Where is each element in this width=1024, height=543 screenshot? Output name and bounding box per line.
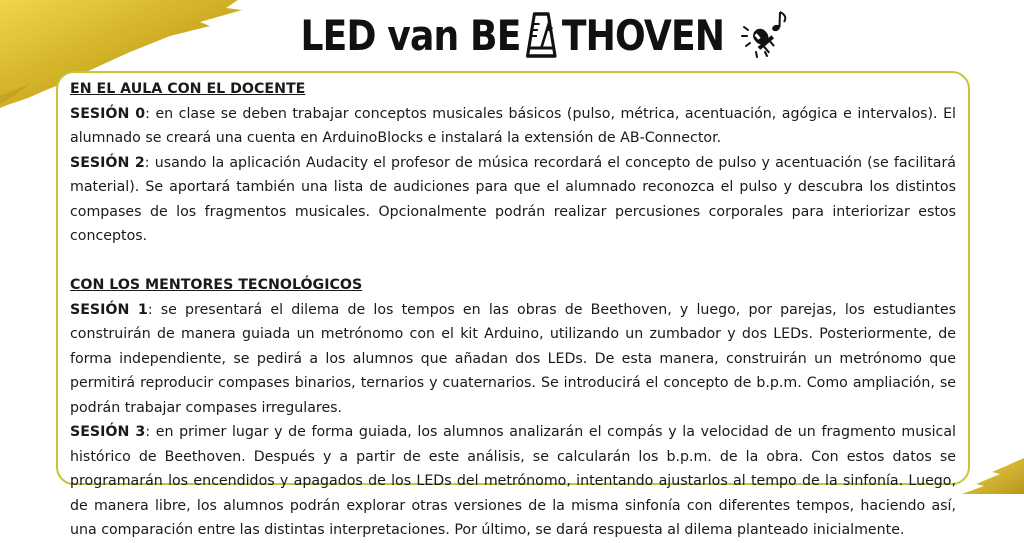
section-heading-aula: EN EL AULA CON EL DOCENTE (70, 81, 306, 97)
content-box (56, 71, 970, 538)
session-1-text: : se presentará el dilema de los tempos en las obras de Beethoven, y luego, por parejas, los estudiantes construirán de manera guiada un metrónomo con el kit Arduino, utilizando un zumbador y dos LEDs. Posteriormente, de forma independiente, se pedirá a los alumnos que añadan dos LEDs. De esta manera, construirán un metrónomo que permitirá reproducir compases binarios, ternarios y cuaternarios. Se introducirá el concepto de b.p.m. Como ampliación, se podrán trabajar compases irregulares. (70, 301, 956, 416)
section-spacer (70, 249, 956, 274)
session-1-paragraph (70, 298, 956, 421)
title-left: LED van BE (300, 10, 521, 60)
session-3-paragraph (70, 420, 956, 543)
metronome-icon (524, 10, 558, 60)
session-3-label: SESIÓN 3 (70, 424, 146, 440)
session-1-label: SESIÓN 1 (70, 301, 148, 318)
session-3-text: : en primer lugar y de forma guiada, los alumnos analizarán el compás y la velocidad de un fragmento musical histórico de Beethoven. Después y a partir de este análisis, se calcularán los b.p.m. de la obra. Con estos datos se programarán los encendidos y apagados de los LEDs del metrónomo, intentando ajustarlos al tempo de la sinfonía. Luego, de manera libre, los alumnos podrán explorar otras versiones de la misma sinfonía con diferentes tempos, haciendo así, una comparación entre las distintas interpretaciones. Por último, se dará respuesta al dilema planteado inicialmente. (70, 424, 956, 538)
page-title (300, 10, 724, 60)
session-0-text: : en clase se deben trabajar conceptos musicales básicos (pulso, métrica, acentuación, agógica e intervalos). El alumnado se creará una cuenta en ArduinoBlocks e instalará la extensión de AB-Connector. (70, 105, 956, 146)
header (0, 4, 1024, 66)
section-heading-mentores: CON LOS MENTORES TECNOLÓGICOS (70, 277, 363, 293)
session-2-text: : usando la aplicación Audacity el profesor de música recordará el concepto de pulso y acentuación (se facilitará material). Se aportará también una lista de audiciones para que el alumnado reconozca el pulso y descubra los distintos compases de los fragmentos musicales. Opcionalmente podrán realizar percusiones corporales para interiorizar estos conceptos. (70, 154, 956, 244)
session-0-label: SESIÓN 0 (70, 105, 146, 122)
title-right: THOVEN (561, 10, 724, 60)
led-musical-note-icon (738, 8, 790, 60)
session-2-label: SESIÓN 2 (70, 154, 145, 171)
session-2-paragraph (70, 151, 956, 249)
session-0-paragraph (70, 102, 956, 151)
